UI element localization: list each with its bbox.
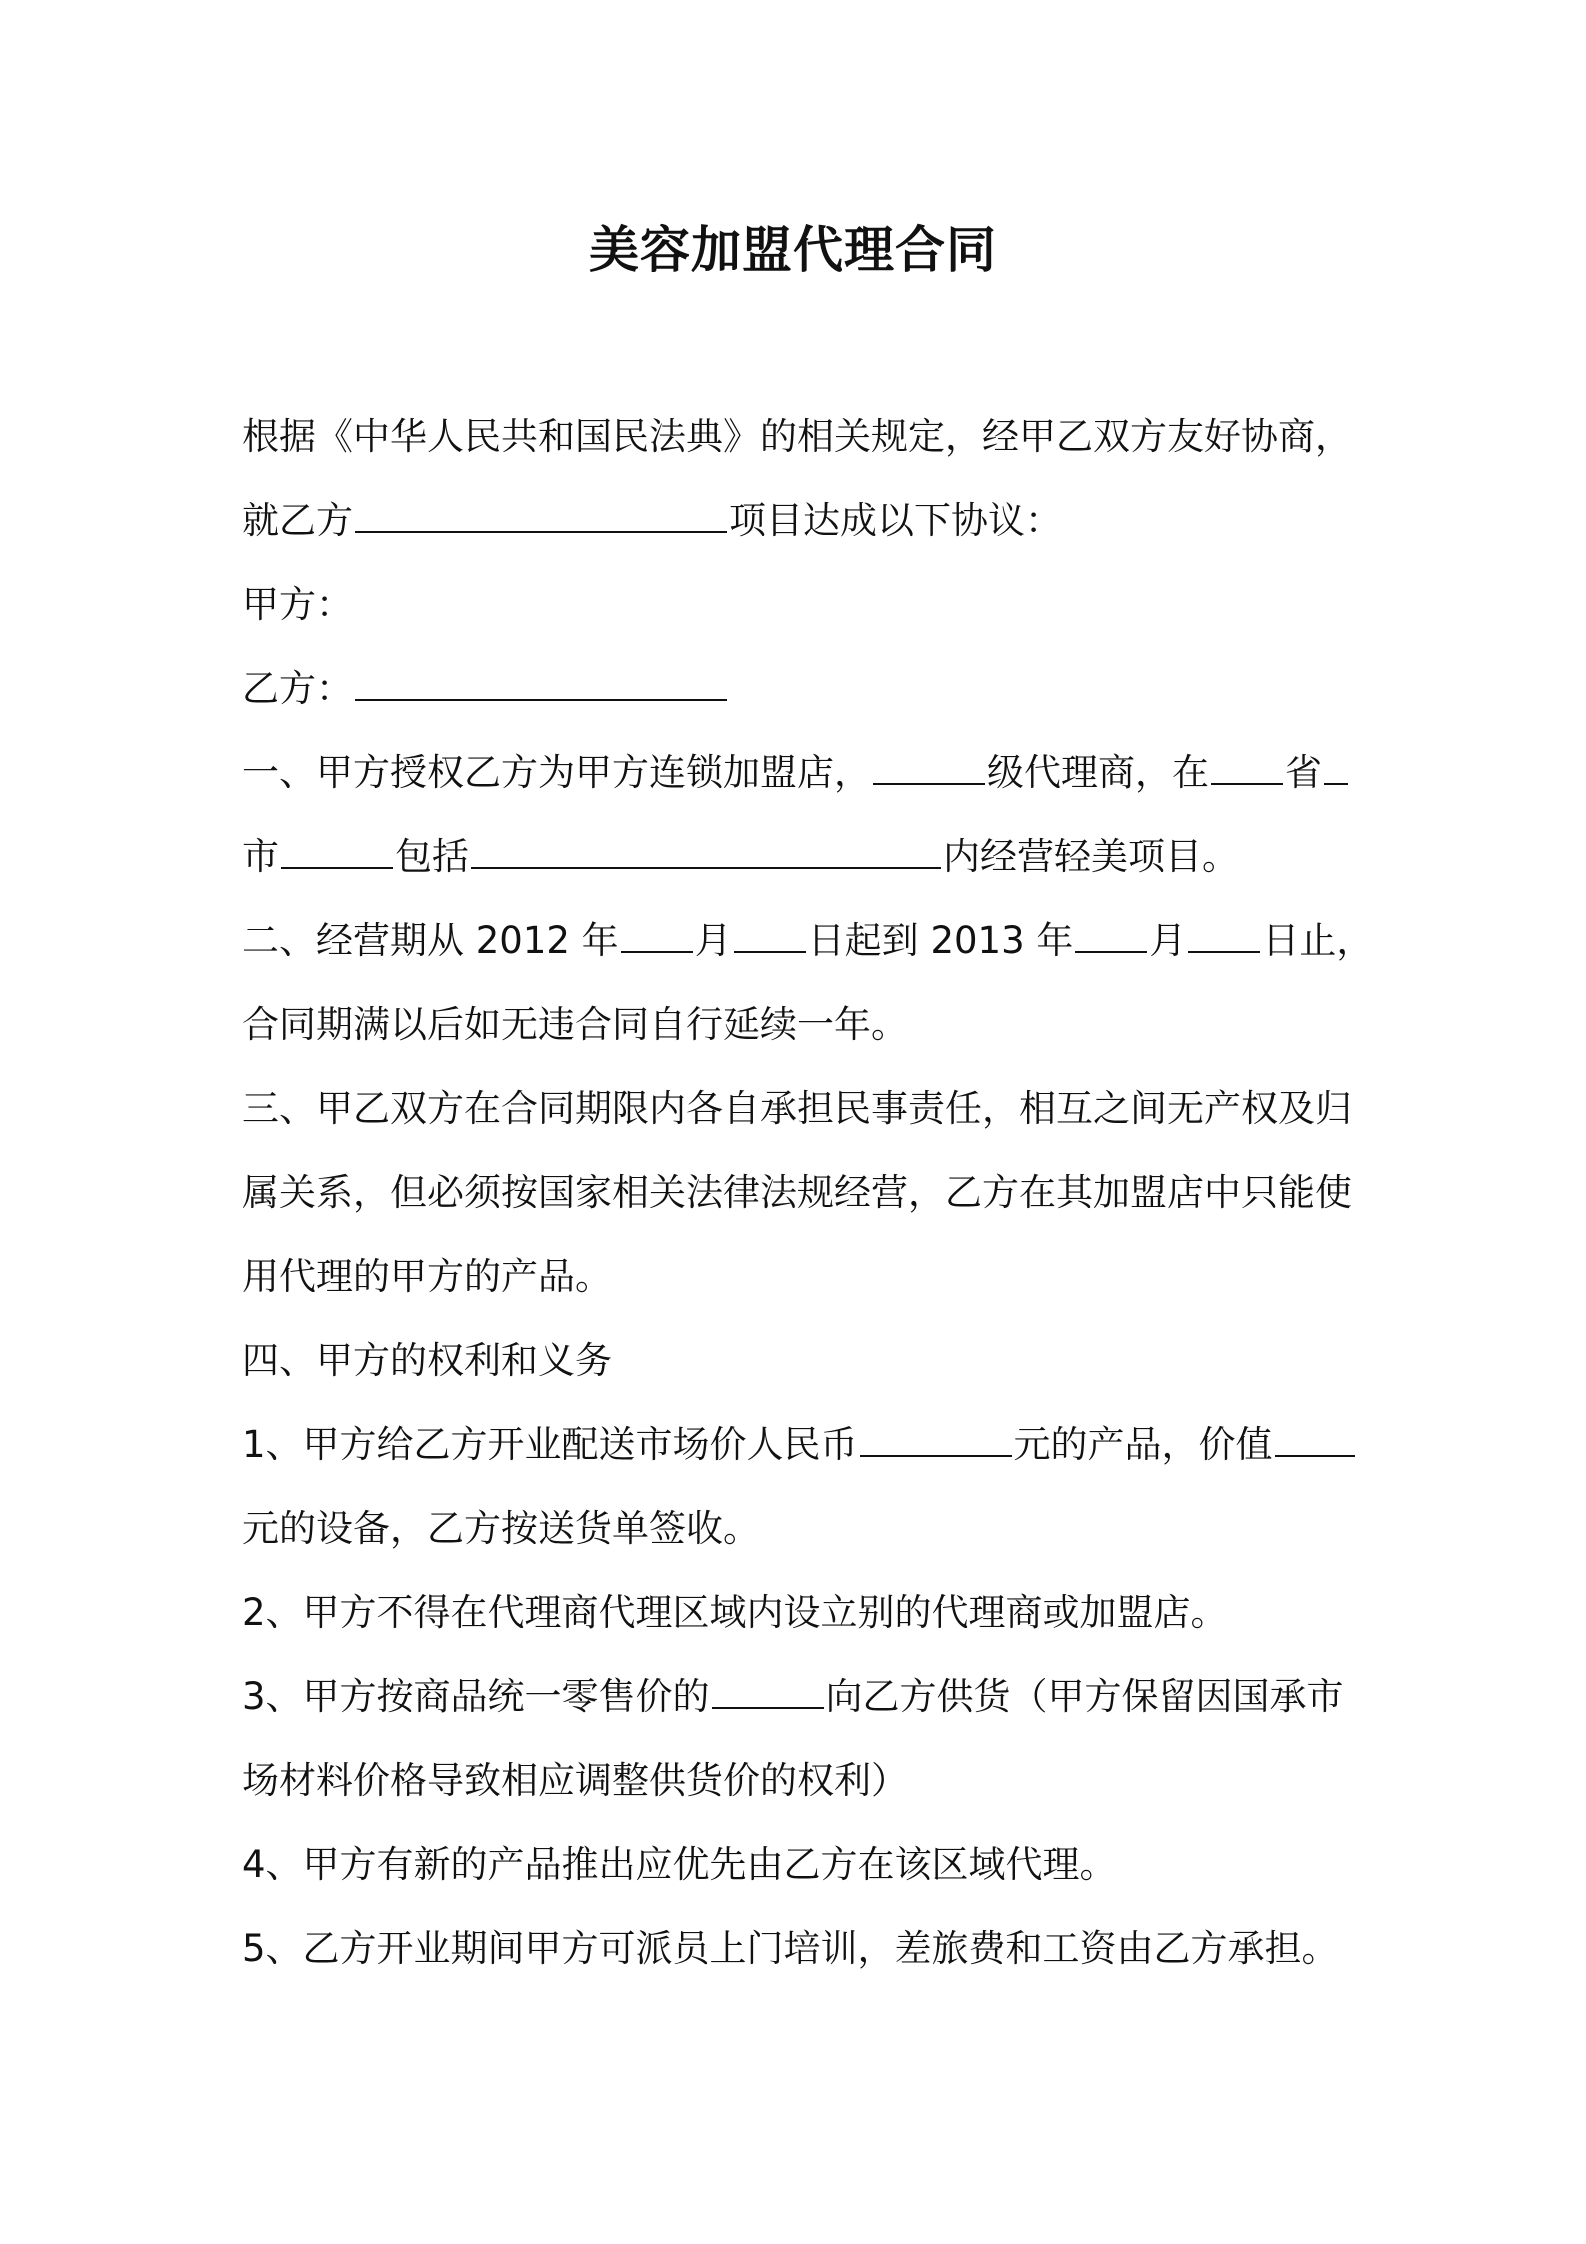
item-5-text: 5、乙方开业期间甲方可派员上门培训，差旅费和工资由乙方承担。 bbox=[242, 1927, 1339, 1970]
party-b-label: 乙方： bbox=[242, 667, 353, 710]
clause-1-line-2 bbox=[242, 832, 1239, 882]
clause-3-text-3: 用代理的甲方的产品。 bbox=[242, 1255, 612, 1298]
party-a-label: 甲方： bbox=[242, 583, 353, 626]
agent-level-blank[interactable] bbox=[873, 749, 985, 785]
item-3-text-b: 向乙方供货（甲方保留因国承市 bbox=[825, 1675, 1344, 1718]
clause-1-text-c: 省 bbox=[1285, 751, 1322, 794]
intro-text-1: 根据《中华人民共和国民法典》的相关规定，经甲乙双方友好协商， bbox=[242, 415, 1352, 458]
project-name-blank[interactable] bbox=[355, 497, 727, 533]
item-3-text-c: 场材料价格导致相应调整供货价的权利） bbox=[242, 1759, 908, 1802]
clause-2-line-2 bbox=[242, 1000, 908, 1050]
clause-1-line-1 bbox=[242, 748, 1350, 798]
document-title: 美容加盟代理合同 bbox=[589, 221, 997, 279]
party-b-blank[interactable] bbox=[355, 665, 727, 701]
clause-3-line-1 bbox=[242, 1084, 1352, 1134]
item-3-text-a: 3、甲方按商品统一零售价的 bbox=[242, 1675, 710, 1718]
clause-2-line-1 bbox=[242, 916, 1373, 966]
item-2-text: 2、甲方不得在代理商代理区域内设立别的代理商或加盟店。 bbox=[242, 1591, 1228, 1634]
clause-2-text-a: 二、经营期从 2012 年 bbox=[242, 919, 619, 962]
intro-line-1 bbox=[242, 412, 1352, 462]
end-day-blank[interactable] bbox=[1188, 917, 1260, 953]
clause-1-text-a: 一、甲方授权乙方为甲方连锁加盟店， bbox=[242, 751, 871, 794]
intro-text-2a: 就乙方 bbox=[242, 499, 353, 542]
item-4-line bbox=[242, 1840, 1117, 1890]
clause-1-text-d: 市 bbox=[242, 835, 279, 878]
clause-2-text-b: 月 bbox=[694, 919, 732, 962]
clause-1-text-f: 内经营轻美项目。 bbox=[943, 835, 1239, 878]
area-blank[interactable] bbox=[471, 833, 941, 869]
clause-4-heading bbox=[242, 1336, 612, 1386]
item-3-line-2 bbox=[242, 1756, 908, 1806]
item-1-line-1 bbox=[242, 1420, 1357, 1470]
intro-text-2b: 项目达成以下协议： bbox=[729, 499, 1062, 542]
clause-2-text-d: 月 bbox=[1149, 919, 1187, 962]
item-4-text: 4、甲方有新的产品推出应优先由乙方在该区域代理。 bbox=[242, 1843, 1117, 1886]
province-blank[interactable] bbox=[1211, 749, 1283, 785]
city-blank[interactable] bbox=[281, 833, 393, 869]
clause-2-text-e: 日止， bbox=[1262, 919, 1374, 962]
clause-1-text-b: 级代理商，在 bbox=[987, 751, 1209, 794]
intro-line-2 bbox=[242, 496, 1062, 546]
clause-2-text-f: 合同期满以后如无违合同自行延续一年。 bbox=[242, 1003, 908, 1046]
item-1-text-c: 元的设备，乙方按送货单签收。 bbox=[242, 1507, 760, 1550]
clause-4-heading-text: 四、甲方的权利和义务 bbox=[242, 1339, 612, 1382]
clause-3-text-1: 三、甲乙双方在合同期限内各自承担民事责任，相互之间无产权及归 bbox=[242, 1087, 1352, 1130]
province-tail-blank[interactable] bbox=[1324, 749, 1348, 785]
item-1-text-a: 1、甲方给乙方开业配送市场价人民币 bbox=[242, 1423, 858, 1466]
item-3-line-1 bbox=[242, 1672, 1344, 1722]
equipment-value-blank[interactable] bbox=[1275, 1421, 1355, 1457]
item-2-line bbox=[242, 1588, 1228, 1638]
clause-3-line-3 bbox=[242, 1252, 612, 1302]
end-month-blank[interactable] bbox=[1075, 917, 1147, 953]
item-1-text-b: 元的产品，价值 bbox=[1013, 1423, 1273, 1466]
product-value-blank[interactable] bbox=[860, 1421, 1012, 1457]
party-b-line bbox=[242, 664, 729, 714]
clause-3-line-2 bbox=[242, 1168, 1352, 1218]
party-a-line bbox=[242, 580, 353, 630]
clause-3-text-2: 属关系，但必须按国家相关法律法规经营，乙方在其加盟店中只能使 bbox=[242, 1171, 1352, 1214]
start-month-blank[interactable] bbox=[621, 917, 693, 953]
clause-1-text-e: 包括 bbox=[395, 835, 469, 878]
item-5-line bbox=[242, 1924, 1339, 1974]
clause-2-text-c: 日起到 2013 年 bbox=[807, 919, 1074, 962]
discount-blank[interactable] bbox=[712, 1673, 824, 1709]
start-day-blank[interactable] bbox=[734, 917, 806, 953]
item-1-line-2 bbox=[242, 1504, 760, 1554]
